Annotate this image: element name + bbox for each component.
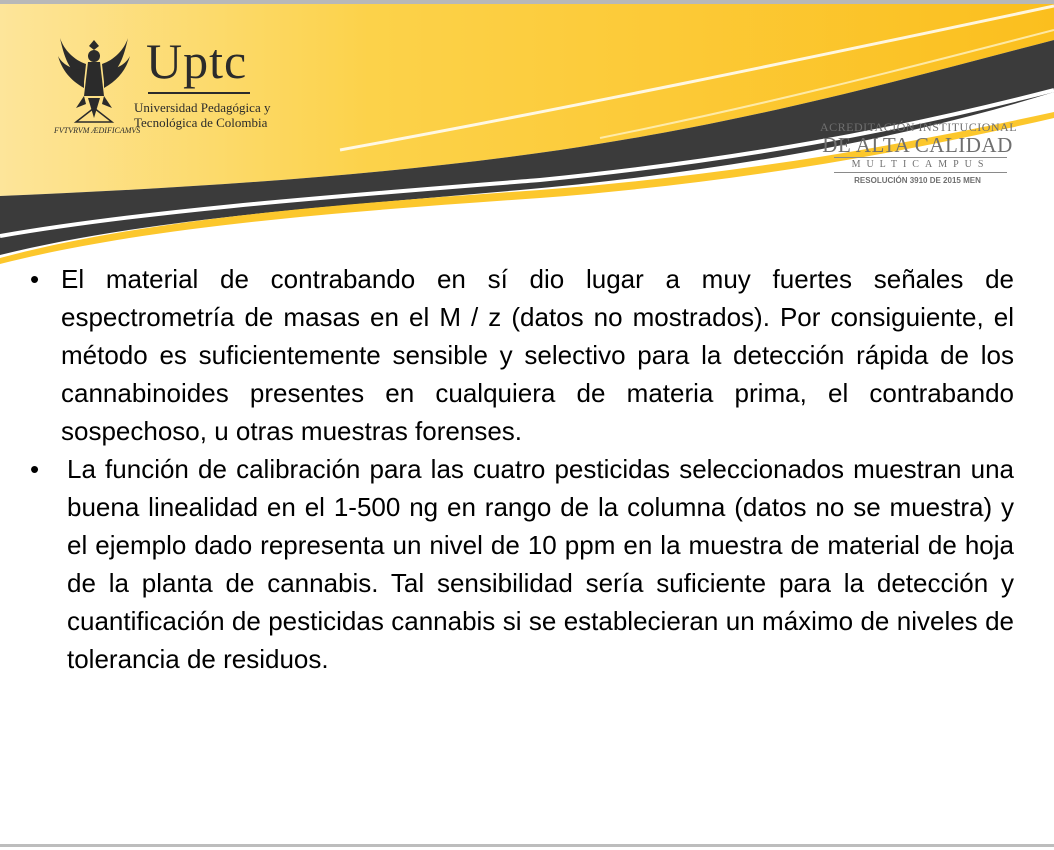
accreditation-seal <box>820 120 1018 187</box>
brand-divider <box>148 92 250 94</box>
bullet-marker: • <box>30 454 40 484</box>
brand-subtitle <box>134 100 270 130</box>
bullet-item <box>30 450 1014 678</box>
footer-divider <box>0 844 1054 847</box>
brand-motto: FVTVRVM ÆDIFICAMVS <box>54 126 141 135</box>
accreditation-line4: RESOLUCIÓN 3910 DE 2015 MEN <box>854 176 981 185</box>
bullet-item <box>30 260 1014 450</box>
bullet-marker: • <box>30 264 40 294</box>
accreditation-line1: ACREDITACIÓN INSTITUCIONAL <box>820 120 1018 134</box>
bullet-text: La función de calibración para las cuatro pesticidas seleccionados muestran una buena linealidad en el 1-500 ng en rango de la columna (datos no se muestra) y el ejemplo dado representa un nivel de 10 ppm en la muestra de material de hoja de la planta de cannabis. Tal sensibilidad sería suficiente para la detección y cuantificación de pesticidas cannabis si se establecieran un máximo de niveles de tolerancia de residuos. <box>67 454 1014 674</box>
brand-subtitle-line2: Tecnológica de Colombia <box>134 115 268 130</box>
accreditation-line3: MULTICAMPUS <box>834 157 1007 173</box>
brand-subtitle-line1: Universidad Pedagógica y <box>134 100 271 115</box>
bullet-text: El material de contrabando en sí dio lugar a muy fuertes señales de espectrometría de masas en el M / z (datos no mostrados). Por consiguiente, el método es suficientemente sensible y selectivo para la detección rápida de los cannabinoides presentes en cualquiera de materia prima, el contrabando sospechoso, u otras muestras forenses. <box>61 264 1014 446</box>
slide-body <box>30 260 1014 678</box>
brand-name: Uptc <box>146 33 248 89</box>
accreditation-line2: DE ALTA CALIDAD <box>822 133 1013 157</box>
university-logo <box>54 30 284 142</box>
